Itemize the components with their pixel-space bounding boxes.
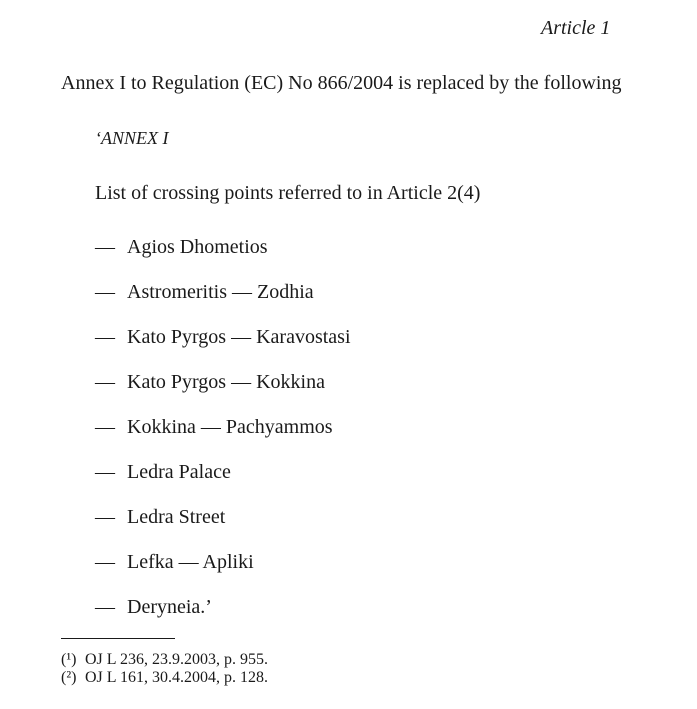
list-item xyxy=(95,326,351,371)
footnotes xyxy=(61,651,268,687)
list-item xyxy=(95,416,351,461)
list-item xyxy=(95,506,351,551)
list-item-text: Astromeritis — Zodhia xyxy=(127,281,314,303)
crossing-list-title: List of crossing points referred to in Article 2(4) xyxy=(95,182,481,204)
list-dash: — xyxy=(95,236,115,258)
list-item-text: Agios Dhometios xyxy=(127,236,268,258)
list-item xyxy=(95,371,351,416)
list-dash: — xyxy=(95,281,115,303)
footnote-text: OJ L 236, 23.9.2003, p. 955. xyxy=(85,651,268,668)
footnote-text: OJ L 161, 30.4.2004, p. 128. xyxy=(85,669,268,686)
footnote-divider xyxy=(61,638,175,639)
list-item xyxy=(95,236,351,281)
article-intro: Annex I to Regulation (EC) No 866/2004 is replaced by the following xyxy=(61,72,622,94)
list-item xyxy=(95,551,351,596)
list-dash: — xyxy=(95,506,115,528)
list-item-text: Lefka — Apliki xyxy=(127,551,254,573)
footnote xyxy=(61,669,268,687)
list-item-text: Kato Pyrgos — Karavostasi xyxy=(127,326,351,348)
list-item-text: Ledra Palace xyxy=(127,461,231,483)
list-item xyxy=(95,596,351,641)
crossing-points-list xyxy=(95,236,351,641)
footnote-marker: (¹) xyxy=(61,651,77,668)
article-heading: Article 1 xyxy=(541,17,611,39)
list-dash: — xyxy=(95,371,115,393)
list-item-text: Kokkina — Pachyammos xyxy=(127,416,333,438)
footnote-marker: (²) xyxy=(61,669,77,686)
list-item-text: Deryneia.’ xyxy=(127,596,212,618)
list-dash: — xyxy=(95,326,115,348)
list-item-text: Ledra Street xyxy=(127,506,226,528)
list-item-text: Kato Pyrgos — Kokkina xyxy=(127,371,325,393)
list-dash: — xyxy=(95,551,115,573)
list-item xyxy=(95,281,351,326)
list-item xyxy=(95,461,351,506)
list-dash: — xyxy=(95,596,115,618)
annex-title: ‘ANNEX I xyxy=(95,128,169,148)
footnote xyxy=(61,651,268,669)
list-dash: — xyxy=(95,461,115,483)
list-dash: — xyxy=(95,416,115,438)
